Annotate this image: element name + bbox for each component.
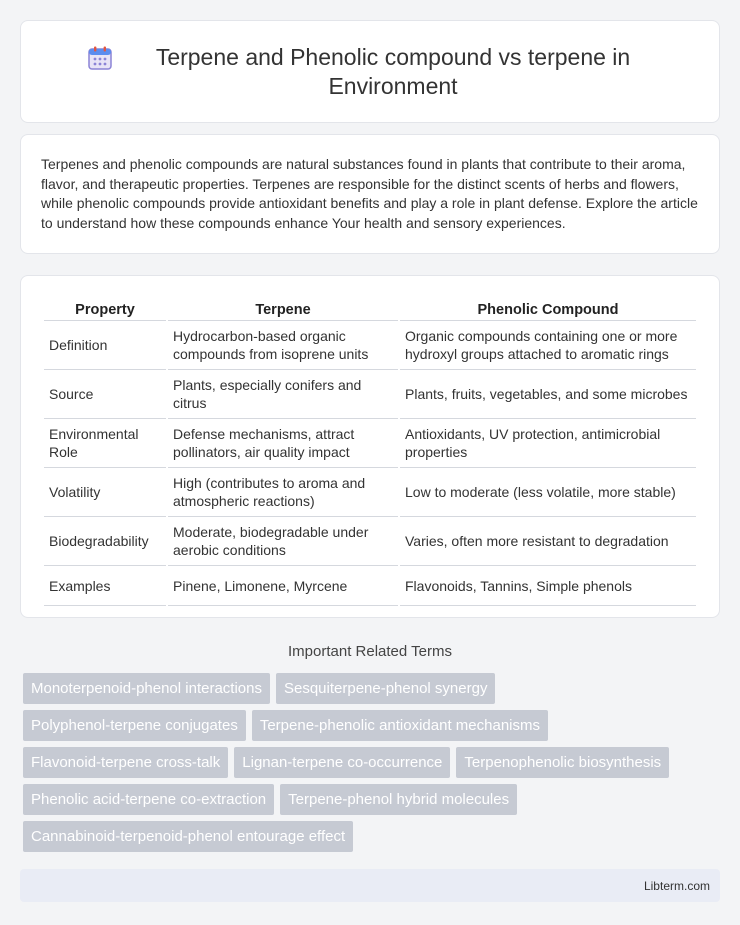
- related-terms-list: [20, 673, 720, 858]
- table-cell: Hydrocarbon-based organic compounds from isoprene units: [168, 321, 398, 370]
- table-header-row: [44, 296, 696, 321]
- intro-text: Terpenes and phenolic compounds are natural substances found in plants that contribute to their aroma, flavor, and therapeutic properties. Terpenes are responsible for the distinct scents of herbs and flowers, while phenolic compounds provide antioxidant benefits and play a role in plant defense. Explore the article to understand how these compounds enhance Your health and sensory experiences.: [41, 156, 698, 231]
- related-terms-title: Important Related Terms: [288, 643, 452, 660]
- table-cell: Plants, especially conifers and citrus: [168, 370, 398, 419]
- column-header-terpene: Terpene: [168, 296, 398, 321]
- intro-card: [20, 134, 720, 254]
- table-cell: Environmental Role: [44, 419, 166, 468]
- table-row: [44, 419, 696, 468]
- calendar-icon: [87, 45, 113, 71]
- footer: [20, 869, 720, 902]
- table-row: [44, 370, 696, 419]
- table-cell: Volatility: [44, 468, 166, 517]
- table-cell: Organic compounds containing one or more hydroxyl groups attached to aromatic rings: [400, 321, 696, 370]
- table-cell: Plants, fruits, vegetables, and some microbes: [400, 370, 696, 419]
- table-row: [44, 517, 696, 566]
- related-term-tag[interactable]: Phenolic acid-terpene co-extraction: [23, 784, 274, 815]
- table-cell: Varies, often more resistant to degradation: [400, 517, 696, 566]
- related-term-tag[interactable]: Cannabinoid-terpenoid-phenol entourage effect: [23, 821, 353, 852]
- table-cell: Low to moderate (less volatile, more stable): [400, 468, 696, 517]
- footer-site-link[interactable]: Libterm.com: [643, 878, 710, 893]
- table-cell: Flavonoids, Tannins, Simple phenols: [400, 566, 696, 606]
- table-row: [44, 468, 696, 517]
- related-term-tag[interactable]: Lignan-terpene co-occurrence: [234, 747, 450, 778]
- page-title: Terpene and Phenolic compound vs terpene in Environment: [155, 43, 631, 99]
- related-term-tag[interactable]: Terpene-phenolic antioxidant mechanisms: [252, 710, 548, 741]
- comparison-table-card: [20, 275, 720, 618]
- table-row: [44, 321, 696, 370]
- table-cell: Antioxidants, UV protection, antimicrobial properties: [400, 419, 696, 468]
- header: [87, 43, 653, 101]
- related-term-tag[interactable]: Terpenophenolic biosynthesis: [456, 747, 669, 778]
- related-term-tag[interactable]: Sesquiterpene-phenol synergy: [276, 673, 495, 704]
- related-term-tag[interactable]: Flavonoid-terpene cross-talk: [23, 747, 228, 778]
- table-row: [44, 566, 696, 606]
- column-header-property: Property: [44, 296, 166, 321]
- comparison-table: [42, 296, 698, 606]
- related-term-tag[interactable]: Monoterpenoid-phenol interactions: [23, 673, 270, 704]
- header-card: [20, 20, 720, 123]
- table-cell: Pinene, Limonene, Myrcene: [168, 566, 398, 606]
- column-header-phenolic: Phenolic Compound: [400, 296, 696, 321]
- table-cell: Examples: [44, 566, 166, 606]
- table-cell: Defense mechanisms, attract pollinators, air quality impact: [168, 419, 398, 468]
- table-cell: Source: [44, 370, 166, 419]
- table-cell: High (contributes to aroma and atmospheric reactions): [168, 468, 398, 517]
- table-cell: Definition: [44, 321, 166, 370]
- related-term-tag[interactable]: Terpene-phenol hybrid molecules: [280, 784, 517, 815]
- related-term-tag[interactable]: Polyphenol-terpene conjugates: [23, 710, 246, 741]
- table-cell: Moderate, biodegradable under aerobic conditions: [168, 517, 398, 566]
- table-cell: Biodegradability: [44, 517, 166, 566]
